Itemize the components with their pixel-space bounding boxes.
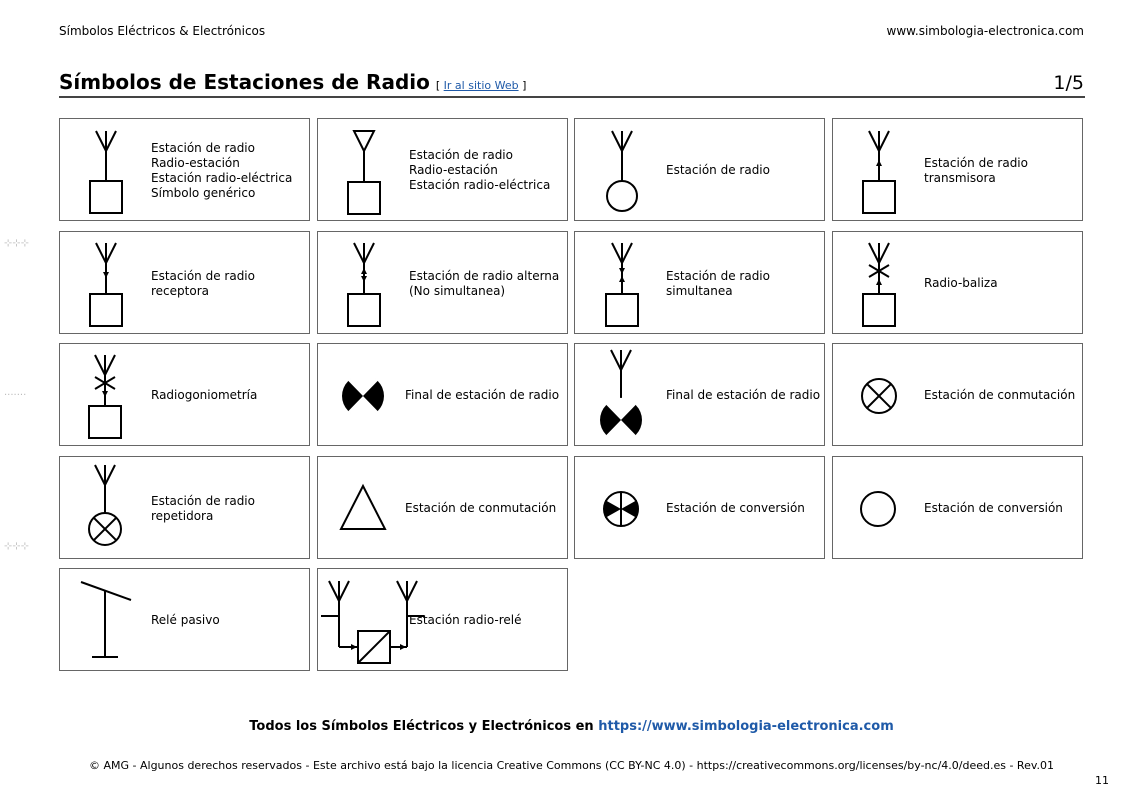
symbol-label-line: Estación de radio [409, 148, 513, 162]
symbol-cell [574, 231, 825, 334]
symbol-cell [317, 343, 568, 446]
symbol-label-line: Estación de radio [151, 268, 255, 283]
symbol-cell [574, 343, 825, 446]
symbol-label-line: Estación de conversión [666, 501, 805, 515]
symbol-label [151, 119, 292, 222]
symbol-label [924, 457, 1063, 560]
symbol-label [151, 457, 255, 560]
symbol-label [409, 232, 559, 335]
symbol-label-line: Estación de radio [151, 493, 255, 508]
symbol-label [151, 344, 257, 447]
symbol-cell [832, 118, 1083, 221]
symbol-cell [59, 568, 310, 671]
footer-link[interactable]: https://www.simbologia-electronica.com [598, 719, 894, 734]
page-indicator: 1/5 [1053, 72, 1084, 94]
symbol-label [924, 119, 1028, 222]
symbol-label-line: Estación de radio [151, 140, 255, 155]
symbol-label-line: Estación de radio [666, 163, 770, 177]
symbol-cell [832, 456, 1083, 559]
symbol-label-line: Radiogoniometría [151, 388, 258, 402]
symbol-label-line: simultanea [666, 283, 733, 298]
symbol-label-line: Estación de radio [924, 155, 1028, 170]
footer-text: Todos los Símbolos Eléctricos y Electrónicos en [249, 719, 594, 734]
symbol-label-line: Símbolo genérico [151, 185, 256, 200]
symbol-label-line: Relé pasivo [151, 613, 220, 627]
symbol-label-line: transmisora [924, 170, 996, 185]
symbol-cell [574, 118, 825, 221]
symbol-label [924, 344, 1075, 447]
symbol-label [151, 232, 255, 335]
symbol-label [409, 569, 522, 672]
title-divider [59, 96, 1085, 98]
header-right: www.simbologia-electronica.com [886, 24, 1084, 38]
page-number: 11 [1095, 774, 1109, 787]
web-link-group [436, 79, 527, 92]
symbol-label-line: Estación de conversión [924, 501, 1063, 515]
symbol-cell [59, 231, 310, 334]
symbol-label-line: Radio-estación [409, 163, 498, 177]
symbol-label-line: Final de estación de radio [405, 388, 560, 402]
symbol-label-line: repetidora [151, 508, 214, 523]
symbol-cell [59, 343, 310, 446]
symbol-cell [59, 456, 310, 559]
symbol-cell [317, 456, 568, 559]
web-link[interactable]: Ir al sitio Web [443, 79, 519, 92]
symbol-label [666, 119, 770, 222]
symbol-cell [59, 118, 310, 221]
symbol-label [666, 232, 770, 335]
symbol-label-line: Estación radio-relé [409, 613, 522, 627]
symbol-label-line: Estación de radio [666, 268, 770, 283]
crosshair-mark-icon: ⊹⊹⊹ [4, 238, 30, 249]
page-title [59, 70, 526, 94]
symbol-label [405, 457, 556, 560]
symbol-cell [832, 231, 1083, 334]
symbol-label [924, 232, 998, 335]
symbol-label-line: (No simultanea) [409, 283, 506, 298]
symbol-label-line: receptora [151, 283, 209, 298]
symbol-cell [317, 568, 568, 671]
bracket-open: [ [435, 79, 441, 92]
bracket-close: ] [522, 79, 527, 92]
symbol-label-line: Estación radio-eléctrica [409, 178, 551, 192]
header-left: Símbolos Eléctricos & Electrónicos [59, 24, 266, 38]
dotted-mark-icon: ······· [4, 390, 27, 401]
symbol-cell [317, 118, 568, 221]
symbol-label-line: Radio-estación [151, 155, 240, 170]
footer-promo [0, 719, 1123, 734]
symbol-label [666, 457, 805, 560]
symbol-cell [317, 231, 568, 334]
symbol-label-line: Final de estación de radio [666, 388, 821, 402]
symbol-label [151, 569, 220, 672]
symbol-label-line: Radio-baliza [924, 276, 998, 290]
symbol-label [405, 344, 559, 447]
crosshair-mark-icon: ⊹⊹⊹ [4, 541, 30, 552]
footer-license: © AMG - Algunos derechos reservados - Este archivo está bajo la licencia Creative Commons (CC BY-NC 4.0) - https://creativecommons.org/licenses/by-nc/4.0/deed.es - Rev.01 [88, 759, 1054, 772]
symbol-label-line: Estación de radio alterna [409, 268, 560, 283]
symbol-label [666, 344, 820, 447]
symbol-label-line: Estación de conmutación [924, 388, 1076, 402]
symbol-label [409, 119, 550, 222]
symbol-label-line: Estación de conmutación [405, 501, 557, 515]
page-title-text: Símbolos de Estaciones de Radio [59, 70, 430, 94]
symbol-cell [574, 456, 825, 559]
symbol-cell [832, 343, 1083, 446]
symbol-label-line: Estación radio-eléctrica [151, 170, 293, 185]
